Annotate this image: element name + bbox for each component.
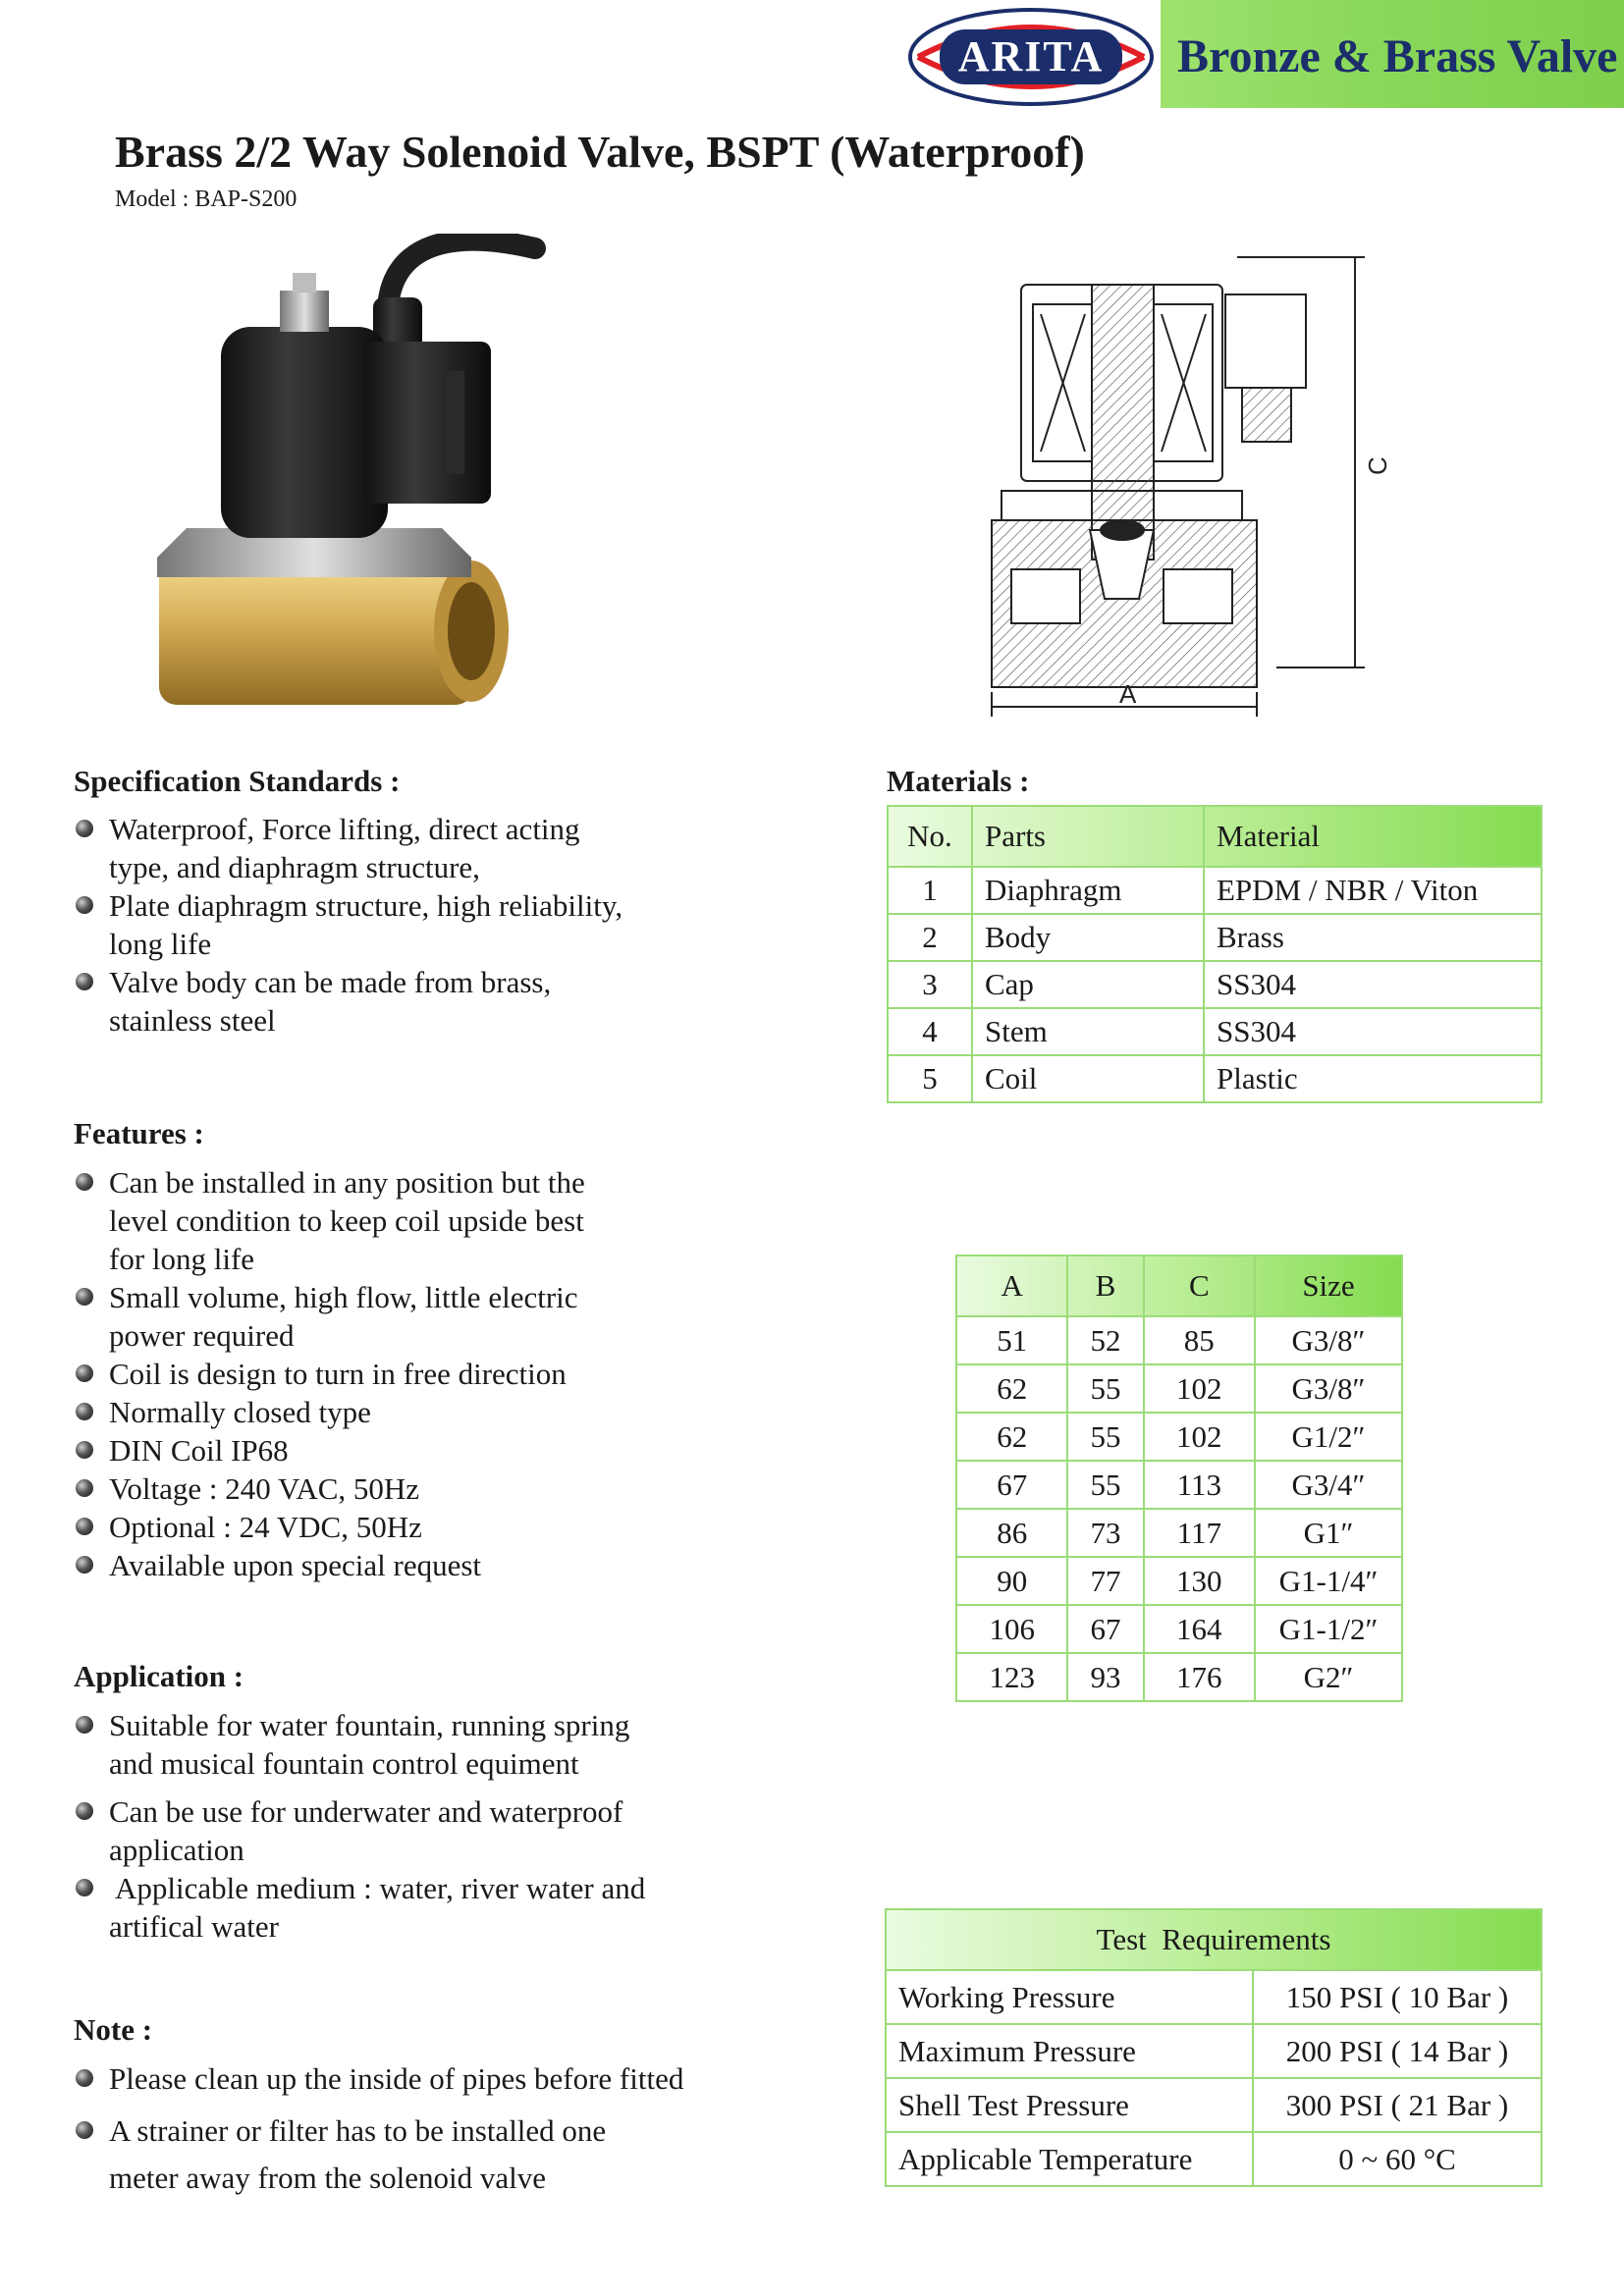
table-header-row: [886, 1909, 1542, 1970]
bullet-icon: [76, 1716, 93, 1734]
bullet-icon: [76, 1441, 93, 1459]
bullet-icon: [76, 1173, 93, 1191]
brand-banner-text: Bronze & Brass Valve: [1177, 30, 1618, 82]
column-header: Material: [1204, 806, 1542, 867]
table-row: 51 52 85 G3/8″: [956, 1316, 1402, 1364]
list-item: Coil is design to turn in free direction: [74, 1355, 702, 1393]
column-header: Size: [1255, 1255, 1402, 1316]
table-row: Working Pressure 150 PSI ( 10 Bar ): [886, 1970, 1542, 2024]
table-row: 67 55 113 G3/4″: [956, 1461, 1402, 1509]
list-item: Valve body can be made from brass, stainless steel: [74, 963, 702, 1040]
table-header-row: [956, 1255, 1402, 1316]
table-row: 2 Body Brass: [888, 914, 1542, 961]
table-row: Shell Test Pressure 300 PSI ( 21 Bar ): [886, 2078, 1542, 2132]
table-row: 4 Stem SS304: [888, 1008, 1542, 1055]
materials-table: [887, 805, 1543, 1103]
list-item: Can be use for underwater and waterproof application: [74, 1792, 722, 1869]
list-item: A strainer or filter has to be installed one meter away from the solenoid valve: [74, 2108, 761, 2202]
test-requirements-table: [885, 1908, 1543, 2187]
arita-logo: [908, 6, 1154, 108]
table-row: 106 67 164 G1-1/2″: [956, 1605, 1402, 1653]
column-header: B: [1067, 1255, 1143, 1316]
bullet-icon: [76, 2069, 93, 2087]
spec-list: [74, 810, 702, 1040]
materials-heading: Materials :: [887, 764, 1030, 798]
bullet-icon: [76, 1479, 93, 1497]
application-heading: Application :: [74, 1659, 244, 1693]
bullet-icon: [76, 1518, 93, 1535]
bullet-icon: [76, 1364, 93, 1382]
model-number: Model : BAP-S200: [115, 187, 298, 212]
size-table: [955, 1255, 1403, 1702]
note-list: [74, 2059, 761, 2202]
valve-photo: [147, 234, 589, 715]
list-item: DIN Coil IP68: [74, 1431, 702, 1469]
list-item: Plate diaphragm structure, high reliability, long life: [74, 886, 702, 963]
table-header-row: [888, 806, 1542, 867]
application-list: [74, 1706, 722, 1946]
bullet-icon: [76, 820, 93, 837]
list-item: Small volume, high flow, little electric power required: [74, 1278, 702, 1355]
list-item: Please clean up the inside of pipes before fitted: [74, 2059, 761, 2098]
table-row: 90 77 130 G1-1/4″: [956, 1557, 1402, 1605]
product-title: Brass 2/2 Way Solenoid Valve, BSPT (Waterproof): [115, 127, 1085, 177]
note-heading: Note :: [74, 2012, 153, 2047]
table-row: 3 Cap SS304: [888, 961, 1542, 1008]
logo-text: ARITA: [957, 32, 1105, 80]
bullet-icon: [76, 1879, 93, 1896]
bullet-icon: [76, 1556, 93, 1574]
list-item: Waterproof, Force lifting, direct acting type, and diaphragm structure,: [74, 810, 702, 886]
list-item: Applicable medium : water, river water and artifical water: [74, 1869, 722, 1946]
bullet-icon: [76, 896, 93, 914]
table-row: Maximum Pressure 200 PSI ( 14 Bar ): [886, 2024, 1542, 2078]
brand-banner: [1161, 0, 1624, 108]
dimension-label-a: A: [1119, 679, 1137, 709]
column-header: A: [956, 1255, 1067, 1316]
list-item: Suitable for water fountain, running spring and musical fountain control equiment: [74, 1706, 722, 1783]
bullet-icon: [76, 1403, 93, 1420]
cross-section-drawing: [982, 236, 1434, 717]
list-item: Optional : 24 VDC, 50Hz: [74, 1508, 702, 1546]
features-heading: Features :: [74, 1116, 204, 1150]
column-header: C: [1144, 1255, 1255, 1316]
list-item: Available upon special request: [74, 1546, 702, 1584]
table-row: 5 Coil Plastic: [888, 1055, 1542, 1102]
column-header: Parts: [972, 806, 1204, 867]
list-item: Normally closed type: [74, 1393, 702, 1431]
features-list: [74, 1163, 702, 1584]
list-item: Voltage : 240 VAC, 50Hz: [74, 1469, 702, 1508]
bullet-icon: [76, 1288, 93, 1306]
table-row: 123 93 176 G2″: [956, 1653, 1402, 1701]
table-row: 62 55 102 G1/2″: [956, 1413, 1402, 1461]
table-row: 1 Diaphragm EPDM / NBR / Viton: [888, 867, 1542, 914]
dimension-label-c: C: [1363, 456, 1392, 475]
bullet-icon: [76, 1802, 93, 1820]
table-row: Applicable Temperature 0 ~ 60 °C: [886, 2132, 1542, 2186]
list-item: Can be installed in any position but the level condition to keep coil upside best for long life: [74, 1163, 702, 1278]
table-row: 86 73 117 G1″: [956, 1509, 1402, 1557]
test-requirements-heading: Test Requirements: [886, 1909, 1542, 1970]
bullet-icon: [76, 2121, 93, 2139]
table-row: 62 55 102 G3/8″: [956, 1364, 1402, 1413]
bullet-icon: [76, 973, 93, 990]
column-header: No.: [888, 806, 972, 867]
spec-heading: Specification Standards :: [74, 764, 401, 798]
